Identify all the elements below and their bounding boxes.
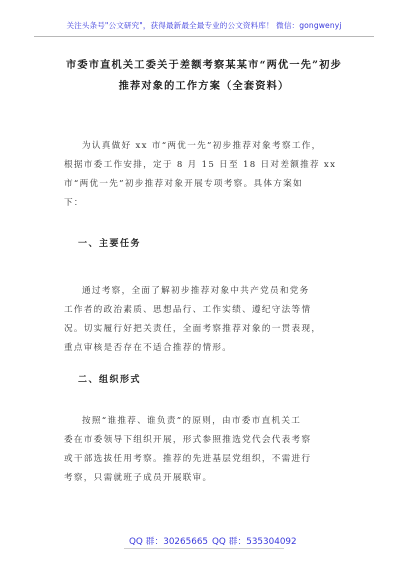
section-1-line: 工作者的政治素质、思想品行、工作实绩、遵纪守法等情 — [64, 305, 312, 315]
intro-line: 市“两优一先”初步推荐对象开展专项考察。具体方案如 — [64, 179, 303, 189]
section-1-line: 重点审核是否存在不适合推荐的情形。 — [64, 343, 233, 353]
intro-paragraph — [64, 137, 364, 213]
section-heading-organization: 二、组织形式 — [78, 375, 142, 385]
section-2-line: 考察，只需就班子成员开展联审。 — [64, 473, 213, 483]
section-1-line: 通过考察，全面了解初步推荐对象中共产党员和党务 — [82, 286, 310, 296]
document-title-line-2: 推荐对象的工作方案（全套资料） — [118, 80, 290, 92]
header-divider — [34, 36, 374, 37]
section-2-line: 或干部选拔任用考察。推荐的先进基层党组织，不需进行 — [64, 454, 312, 464]
intro-line: 为认真做好 xx 市“两优一先”初步推荐对象考察工作， — [82, 141, 322, 151]
header-banner: 关注头条号"公文研究"，获得最新最全最专业的公文资料库！ 微信：gongwenyj — [66, 21, 342, 30]
footer-underline — [124, 548, 284, 549]
section-1-paragraph — [64, 282, 364, 358]
qq-group-1: QQ 群：30265665 — [129, 537, 209, 547]
section-1-line: 况。切实履行好把关责任，全面考察推荐对象的一贯表现， — [64, 324, 322, 334]
section-2-line: 委在市委领导下组织开展，形式参照推选党代会代表考察 — [64, 435, 312, 445]
section-2-line: 按照“谁推荐、谁负责”的原则，由市委市直机关工 — [82, 416, 302, 426]
footer — [0, 534, 408, 548]
document-title-line-1: 市委市直机关工委关于差额考察某某市“两优一先”初步 — [65, 59, 343, 71]
qq-group-2: QQ 群：535304092 — [212, 537, 297, 547]
section-2-paragraph — [64, 412, 364, 488]
intro-line: 下： — [64, 198, 84, 208]
intro-line: 根据市委工作安排，定于 8 月 15 日至 18 日对差额推荐 xx — [64, 160, 337, 170]
section-heading-main-tasks: 一、主要任务 — [78, 239, 142, 249]
